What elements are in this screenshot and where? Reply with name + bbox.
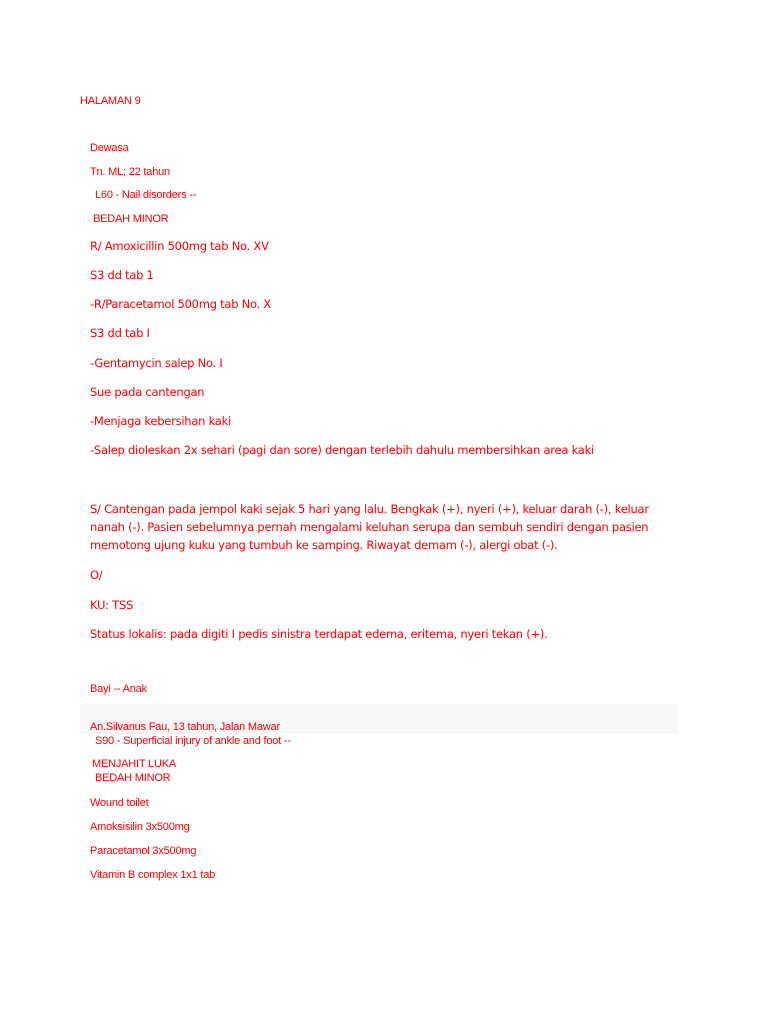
patient-info-1: Tn. ML; 22 tahun bbox=[90, 166, 170, 178]
rx-line: S3 dd tab 1 bbox=[90, 268, 154, 282]
treatment-item: Amoksisilin 3x500mg bbox=[90, 821, 190, 833]
general-condition: KU: TSS bbox=[90, 598, 134, 612]
treatment-item: Wound toilet bbox=[90, 797, 149, 809]
subjective-paragraph: S/ Cantengan pada jempol kaki sejak 5 hari yang lalu. Bengkak (+), nyeri (+), keluar darah (-), keluar nanah (-). Pasien sebelumnya pernah mengalami keluhan serupa dan sembuh sendiri dengan pasien memotong ujung kuku yang tumbuh ke samping. Riwayat demam (-), alergi obat (-). bbox=[90, 502, 649, 552]
diagnosis-1: L60 - Nail disorders -- bbox=[95, 189, 197, 201]
treatment-item: Paracetamol 3x500mg bbox=[90, 845, 197, 857]
procedure-2a: MENJAHIT LUKA bbox=[92, 758, 176, 770]
category-child: Bayi -- Anak bbox=[90, 683, 147, 695]
objective-label: O/ bbox=[90, 568, 103, 582]
rx-line: -Gentamycin salep No. I bbox=[90, 356, 223, 370]
treatment-item: Vitamin B complex 1x1 tab bbox=[90, 869, 216, 881]
rx-line: Sue pada cantengan bbox=[90, 385, 205, 399]
rx-line: S3 dd tab I bbox=[90, 326, 150, 340]
rx-line: -Menjaga kebersihan kaki bbox=[90, 414, 231, 428]
rx-line: -R/Paracetamol 500mg tab No. X bbox=[90, 297, 272, 311]
category-adult: Dewasa bbox=[90, 142, 129, 154]
rx-line: -Salep dioleskan 2x sehari (pagi dan sore) dengan terlebih dahulu membersihkan area kaki bbox=[90, 443, 594, 457]
patient-info-2: An.Silvanus Fau, 13 tahun, Jalan Mawar bbox=[90, 721, 280, 733]
status-lokalis: Status lokalis: pada digiti I pedis sinistra terdapat edema, eritema, nyeri tekan (+). bbox=[90, 627, 548, 641]
procedure-2b: BEDAH MINOR bbox=[95, 772, 171, 784]
procedure-1: BEDAH MINOR bbox=[93, 213, 169, 225]
rx-line: R/ Amoxicillin 500mg tab No. XV bbox=[90, 239, 269, 253]
page-label: HALAMAN 9 bbox=[80, 95, 141, 107]
diagnosis-2: S90 - Superficial injury of ankle and foot -- bbox=[95, 735, 291, 747]
